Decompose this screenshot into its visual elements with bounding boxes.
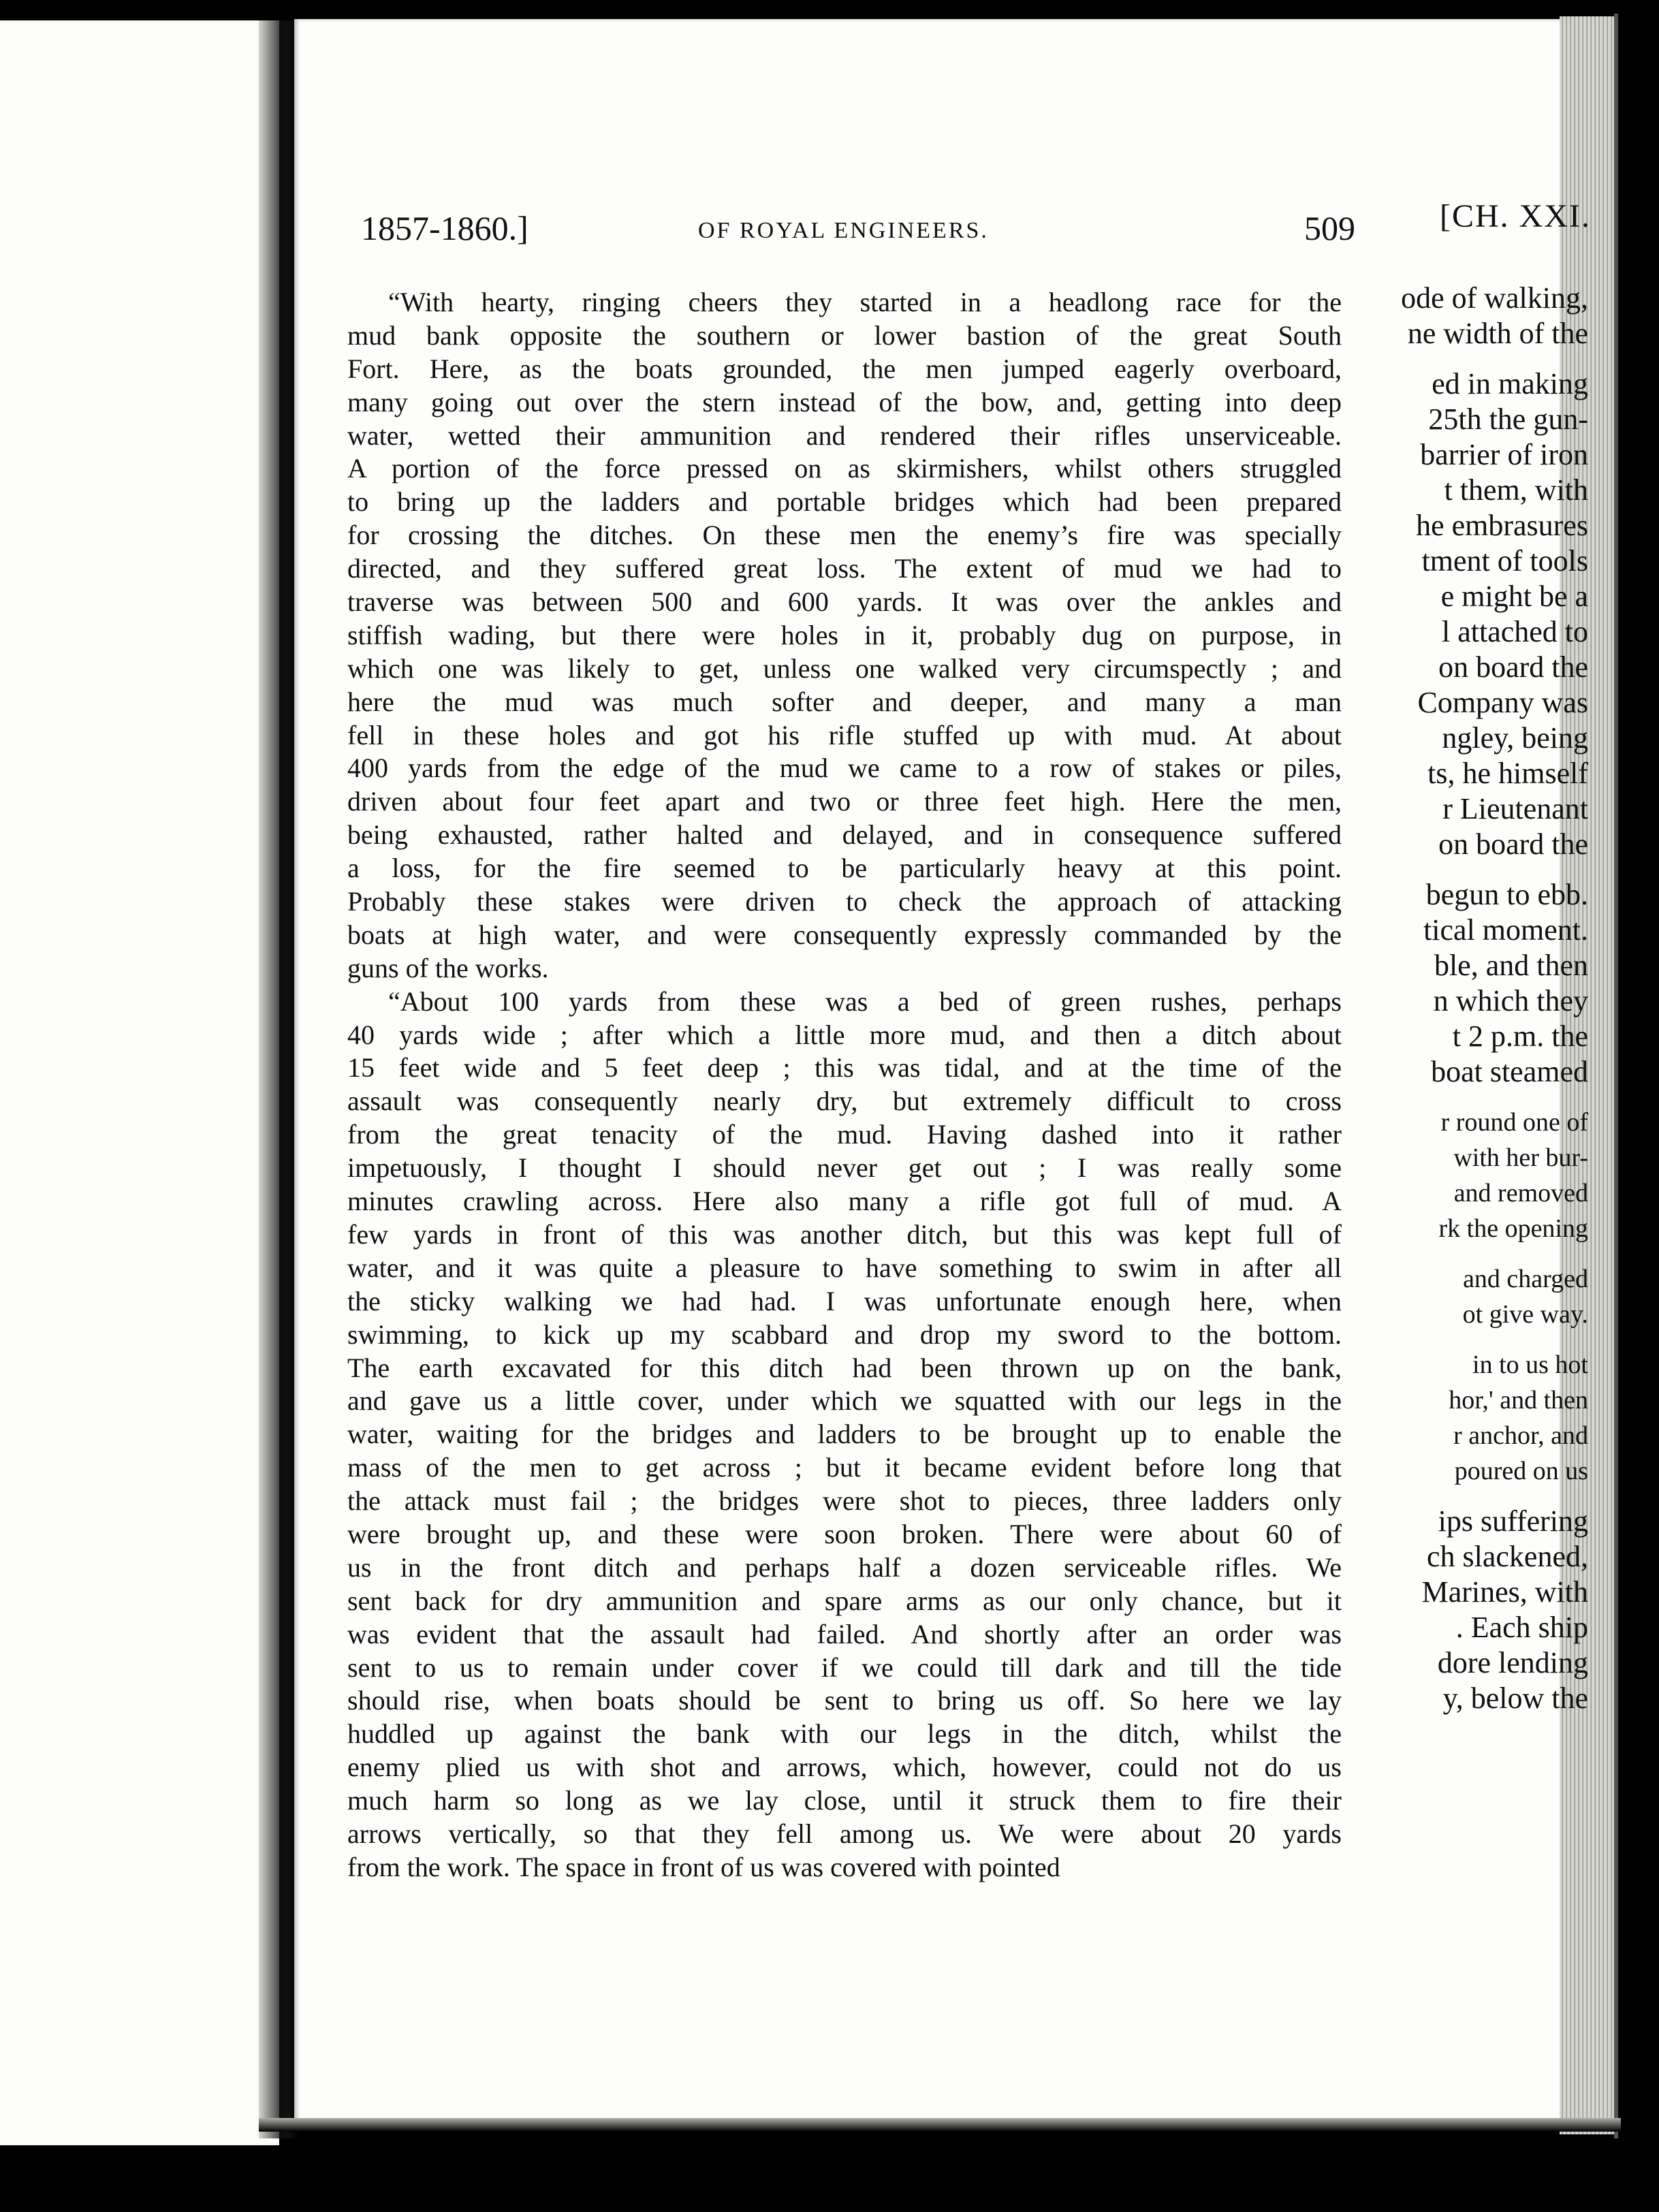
text-line: sent back for dry ammunition and spare arms as our only chance, but it: [347, 1585, 1342, 1616]
text-line: n which they: [1433, 984, 1588, 1017]
book-cover-edge: [1614, 14, 1618, 2138]
text-line: should rise, when boats should be sent to bring us off. So here we lay: [347, 1685, 1342, 1716]
line-gap: [1401, 351, 1588, 366]
text-line: from the work. The space in front of us was covered with pointed: [347, 1851, 1060, 1882]
text-line: fell in these holes and got his rifle stuffed up with mud. At about: [347, 719, 1342, 750]
text-line: t 2 p.m. the: [1452, 1020, 1588, 1053]
text-line: ch slackened,: [1427, 1540, 1588, 1573]
text-line: ips suffering: [1438, 1504, 1588, 1538]
text-line: which one was likely to get, unless one walked very circumspectly ; and: [347, 652, 1342, 684]
text-line: enemy plied us with shot and arrows, which, however, could not do us: [347, 1752, 1342, 1783]
running-head-title: OF ROYAL ENGINEERS.: [698, 218, 989, 243]
text-line: much harm so long as we lay close, until it struck them to fire their: [347, 1785, 1342, 1816]
text-line: 400 yards from the edge of the mud we came to a row of stakes or piles,: [347, 753, 1342, 784]
text-line: 15 feet wide and 5 feet deep ; this was tidal, and at the time of the: [347, 1052, 1342, 1084]
text-line: mass of the men to get across ; but it became evident before long that: [347, 1452, 1342, 1483]
text-line: traverse was between 500 and 600 yards. It was over the ankles and: [347, 586, 1342, 618]
text-line: directed, and they suffered great loss. The extent of mud we had to: [347, 553, 1342, 584]
text-line: guns of the works.: [347, 952, 549, 983]
text-line: the attack must fail ; the bridges were shot to pieces, three ladders only: [347, 1485, 1342, 1517]
text-line: huddled up against the bank with our legs in the ditch, whilst the: [347, 1718, 1342, 1750]
text-line: he embrasures: [1416, 509, 1588, 542]
text-line: in to us hot: [1472, 1350, 1588, 1379]
body-text: [347, 286, 1342, 1884]
text-line: on board the: [1438, 650, 1588, 684]
text-line: tical moment.: [1423, 913, 1588, 947]
text-line: 25th the gun-: [1428, 402, 1588, 436]
text-line: “About 100 yards from these was a bed of green rushes, perhaps: [388, 985, 1342, 1017]
running-head: [361, 208, 1355, 263]
bottom-shadow: [259, 2118, 1621, 2132]
text-line: ot give way.: [1462, 1300, 1588, 1329]
text-line: hor,' and then: [1449, 1386, 1588, 1415]
text-line: on board the: [1438, 827, 1588, 861]
text-line: r Lieutenant: [1442, 792, 1588, 825]
book-gutter: [259, 20, 300, 2138]
line-gap: [1401, 1246, 1588, 1261]
running-head-years: 1857-1860.]: [361, 209, 528, 247]
text-line: boats at high water, and were consequently expressly commanded by the: [347, 919, 1342, 950]
text-line: A portion of the force pressed on as skirmishers, whilst others struggled: [347, 453, 1342, 484]
text-line: y, below the: [1442, 1681, 1588, 1715]
text-line: r anchor, and: [1453, 1421, 1588, 1450]
text-line: tment of tools: [1421, 544, 1588, 578]
text-line: ne width of the: [1407, 317, 1588, 350]
text-line: Probably these stakes were driven to check the approach of attacking: [347, 886, 1342, 917]
text-line: ts, he himself: [1427, 757, 1588, 790]
text-line: for crossing the ditches. On these men the enemy’s fire was specially: [347, 520, 1342, 551]
text-line: Fort. Here, as the boats grounded, the men jumped eagerly overboard,: [347, 353, 1342, 384]
text-line: stiffish wading, but there were holes in it, probably dug on purpose, in: [347, 619, 1342, 650]
text-line: from the great tenacity of the mud. Having dashed into it rather: [347, 1119, 1342, 1150]
text-line: ed in making: [1432, 367, 1588, 400]
text-line: and removed: [1453, 1179, 1588, 1207]
text-line: t them, with: [1444, 473, 1588, 507]
text-line: rk the opening: [1438, 1214, 1588, 1243]
line-gap: [1401, 1489, 1588, 1504]
text-line: mud bank opposite the southern or lower bastion of the great South: [347, 319, 1342, 351]
text-line: and gave us a little cover, under which we squatted with our legs in the: [347, 1385, 1342, 1417]
text-line: sent to us to remain under cover if we could till dark and till the tide: [347, 1652, 1342, 1683]
text-line: were brought up, and these were soon broken. There were about 60 of: [347, 1518, 1342, 1549]
text-line: minutes crawling across. Here also many a rifle got full of mud. A: [347, 1186, 1342, 1217]
text-line: “With hearty, ringing cheers they started in a headlong race for the: [388, 287, 1342, 317]
text-line: boat steamed: [1431, 1055, 1588, 1088]
text-line: arrows vertically, so that they fell among us. We were about 20 yards: [347, 1818, 1342, 1849]
text-line: to bring up the ladders and portable bridges which had been prepared: [347, 486, 1342, 518]
text-line: The earth excavated for this ditch had been thrown up on the bank,: [347, 1352, 1342, 1383]
text-line: with her bur-: [1453, 1143, 1588, 1172]
text-line: Marines, with: [1421, 1575, 1588, 1609]
text-line: e might be a: [1440, 580, 1588, 613]
text-line: ngley, being: [1442, 721, 1588, 755]
text-line: water, waiting for the bridges and ladders to be brought up to enable the: [347, 1419, 1342, 1450]
text-line: 40 yards wide ; after which a little more mud, and then a ditch about: [347, 1019, 1342, 1050]
page-number: 509: [1304, 209, 1355, 247]
text-line: ble, and then: [1434, 949, 1588, 982]
text-line: water, wetted their ammunition and rendered their rifles unserviceable.: [347, 420, 1342, 451]
line-gap: [1401, 1090, 1588, 1105]
text-line: . Each ship: [1455, 1611, 1588, 1644]
text-line: water, and it was quite a pleasure to have something to swim in after all: [347, 1252, 1342, 1283]
text-line: r round one of: [1440, 1108, 1588, 1137]
text-line: assault was consequently nearly dry, but extremely difficult to cross: [347, 1086, 1342, 1117]
text-line: was evident that the assault had failed. And shortly after an order was: [347, 1618, 1342, 1649]
text-line: dore lending: [1437, 1646, 1588, 1679]
left-page-text: [1401, 281, 1588, 1716]
text-line: l attached to: [1441, 615, 1588, 648]
text-line: barrier of iron: [1420, 438, 1588, 471]
text-line: ode of walking,: [1401, 281, 1588, 315]
text-line: the sticky walking we had had. I was unfortunate enough here, when: [347, 1285, 1342, 1316]
text-line: poured on us: [1454, 1457, 1588, 1485]
text-line: few yards in front of this was another ditch, but this was kept full of: [347, 1218, 1342, 1250]
line-gap: [1401, 1332, 1588, 1347]
text-line: being exhausted, rather halted and delayed, and in consequence suffered: [347, 819, 1342, 851]
text-line: here the mud was much softer and deeper, and many a man: [347, 686, 1342, 717]
text-line: Company was: [1417, 686, 1588, 719]
text-line: driven about four feet apart and two or three feet high. Here the men,: [347, 786, 1342, 817]
text-line: us in the front ditch and perhaps half a dozen serviceable rifles. We: [347, 1551, 1342, 1583]
left-running-head: [CH. XXI.: [1440, 198, 1591, 234]
line-gap: [1401, 862, 1588, 877]
text-line: impetuously, I thought I should never get out ; I was really some: [347, 1152, 1342, 1184]
text-line: swimming, to kick up my scabbard and drop my sword to the bottom.: [347, 1318, 1342, 1350]
text-line: a loss, for the fire seemed to be particularly heavy at this point.: [347, 853, 1342, 884]
text-line: begun to ebb.: [1425, 878, 1588, 911]
text-line: many going out over the stern instead of the bow, and, getting into deep: [347, 386, 1342, 417]
left-page: [0, 20, 279, 2145]
text-line: and charged: [1463, 1265, 1588, 1293]
